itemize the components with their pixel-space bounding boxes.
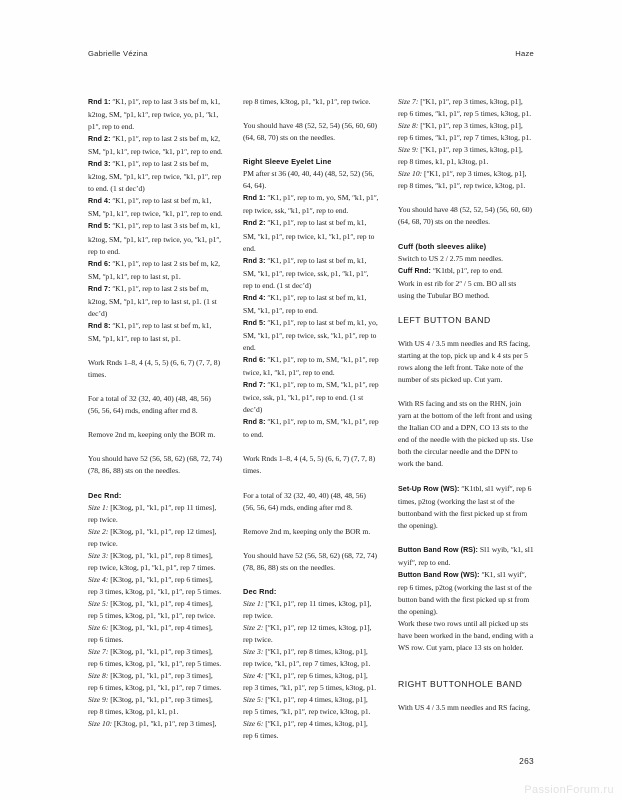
rnd-label: Rnd 7:	[243, 382, 266, 390]
size-block	[243, 598, 379, 622]
rnd-label: Rnd 5:	[88, 223, 111, 231]
paragraph-stitch-count: You should have 52 (56, 58, 62) (68, 72, 74) (78, 86, 88) sts on the needles.	[88, 454, 223, 476]
paragraph-total-rnds: For a total of 32 (32, 40, 40) (48, 48, 56) (56, 56, 64) rnds, ending after rnd 8.	[243, 490, 366, 512]
rnd-block	[88, 283, 224, 320]
rnd-label: Rnd 5:	[243, 319, 266, 327]
size-text: [K3tog, p1, ʺk1, p1ʺ, rep 11 times], rep twice.	[88, 502, 217, 524]
paragraph-continued: rep 8 times, k3tog, p1, ʺk1, p1ʺ, rep twice.	[243, 97, 371, 106]
paragraph-stitch-count: You should have 48 (52, 52, 54) (56, 60, 60) (64, 68, 70) sts on the needles.	[243, 121, 378, 143]
size-block	[243, 622, 379, 646]
size-label: Size 5:	[88, 598, 109, 608]
rnd-block	[88, 258, 224, 283]
header-pattern-title: Haze	[515, 49, 534, 58]
rnd-text: ʺK1, p1ʺ, rep to last st bef m, k1, SM, ʺp1, k1ʺ, rep twice, ʺk1, p1ʺ, rep to end.	[88, 196, 223, 219]
paragraph-work-rnds: Work Rnds 1–8, 4 (4, 5, 5) (6, 6, 7) (7, 7, 8) times.	[88, 357, 221, 380]
size-text: [ʺK1, p1ʺ, rep 4 times, k3tog, p1], rep 5 times, ʺk1, p1ʺ, rep twice, k3tog, p1.	[243, 695, 371, 717]
cuff-heading: Cuff (both sleeves alike)	[398, 241, 487, 251]
setup-row-block	[398, 483, 534, 532]
rnd-block	[88, 220, 224, 257]
size-label: Size 3:	[88, 550, 109, 560]
size-block	[243, 670, 379, 694]
paragraph-left-band-co: With RS facing and sts on the RHN, join yarn at the bottom of the left front and using the Italian CO and a DPN, CO 13 sts to the end of the needle with the picked up sts. Use both the circular needle and the DPN to work the band.	[398, 399, 533, 469]
rnd-label: Rnd 3:	[243, 257, 266, 265]
rnd-block	[243, 416, 379, 441]
rnd-label: Rnd 4:	[88, 198, 111, 206]
band-row-rs-text: Sl1 wyib, ʺk1, sl1 wyifʺ, rep to end.	[398, 544, 534, 567]
paragraph-cuff-work: Work in est rib for 2ʺ / 5 cm. BO all sts using the Tubular BO method.	[398, 278, 517, 300]
rnd-text: ʺK1, p1ʺ, rep to m, SM, ʺk1, p1ʺ, rep twice, k1, ʺk1, p1ʺ, rep to end.	[243, 354, 379, 378]
rnd-label: Rnd 4:	[243, 294, 266, 302]
rnd-label: Rnd 1:	[243, 195, 266, 203]
rnd-text: ʺK1, p1ʺ, rep to last 3 sts bef m, k1, k2tog, SM, ʺp1, k1ʺ, rep twice, yo, p1, ʺk1, p1ʺ, rep to end.	[88, 97, 221, 132]
column-right	[398, 96, 534, 736]
cuff-rnd-block	[398, 265, 534, 278]
rnd-block	[243, 255, 379, 292]
band-row-rs-label: Button Band Row (RS):	[398, 546, 478, 554]
paragraph-remove-marker: Remove 2nd m, keeping only the BOR m.	[88, 430, 216, 440]
rnd-block	[243, 217, 379, 254]
rnd-text: ʺK1, p1ʺ, rep to last st bef m, k1, yo, SM, ʺk1, p1ʺ, rep twice, ssk, ʺk1, p1ʺ, rep to end.	[243, 317, 378, 352]
rnd-label: Rnd 8:	[88, 322, 111, 330]
band-row-ws-text: ʺK1, sl1 wyifʺ, rep 6 times, p2tog (working the last st of the button band with the first picked up st from the opening).	[398, 569, 532, 616]
rnd-text: ʺK1, p1ʺ, rep to last 2 sts bef m, k2tog, SM, ʺp1, k1ʺ, rep twice, ʺk1, p1ʺ, rep to end. (1 st dec’d)	[88, 159, 222, 194]
rnd-block	[88, 133, 224, 158]
size-text: [ʺK1, p1ʺ, rep 3 times, k3tog, p1], rep 6 times, ʺk1, p1ʺ, rep 7 times, k3tog, p1.	[398, 121, 532, 143]
size-block	[88, 694, 224, 718]
rnd-block	[88, 158, 224, 195]
size-text: [K3tog, p1, ʺk1, p1ʺ, rep 3 times], rep 8 times, k3tog, p1, k1, p1.	[88, 695, 213, 717]
size-block	[88, 622, 224, 646]
rnd-label: Rnd 2:	[243, 220, 266, 228]
size-text: [K3tog, p1, ʺk1, p1ʺ, rep 6 times], rep 3 times, k3tog, p1, ʺk1, p1ʺ, rep 5 times.	[88, 574, 222, 596]
rnd-block	[88, 195, 224, 220]
left-button-band-heading: LEFT BUTTON BAND	[398, 314, 491, 325]
size-label: Size 2:	[243, 623, 264, 633]
rnd-label: Rnd 2:	[88, 136, 111, 144]
paragraph-stitch-count: You should have 52 (56, 58, 62) (68, 72, 74) (78, 86, 88) sts on the needles.	[243, 550, 378, 572]
paragraph-total-rnds: For a total of 32 (32, 40, 40) (48, 48, 56) (56, 56, 64) rnds, ending after rnd 8.	[88, 394, 211, 416]
size-label: Size 1:	[88, 502, 109, 512]
paragraph-cuff-switch: Switch to US 2 / 2.75 mm needles.	[398, 253, 504, 263]
rnd-block	[243, 192, 379, 217]
size-label: Size 1:	[243, 598, 264, 608]
size-text: [ʺK1, p1ʺ, rep 4 times, k3tog, p1], rep 6 times.	[243, 719, 368, 741]
size-text: [K3tog, p1, ʺk1, p1ʺ, rep 3 times], rep 6 times, k3tog, p1, ʺk1, p1ʺ, rep 7 times.	[88, 671, 222, 693]
size-text: [ʺK1, p1ʺ, rep 3 times, k3tog, p1], rep 8 times, k1, p1, k3tog, p1.	[398, 145, 523, 167]
size-text: [K3tog, p1, ʺk1, p1ʺ, rep 3 times],	[112, 719, 217, 729]
rnd-text: ʺK1, p1ʺ, rep to last st bef m, k1, SM, ʺk1, p1ʺ, rep twice, k1, ʺk1, p1ʺ, rep to end.	[243, 218, 375, 253]
rnd-label: Rnd 6:	[88, 260, 111, 268]
band-row-ws-block	[398, 569, 534, 618]
rnd-block	[88, 96, 224, 133]
size-block	[88, 670, 224, 694]
size-block	[88, 718, 224, 730]
size-block	[398, 120, 534, 144]
size-block	[88, 502, 224, 526]
size-block	[88, 574, 224, 598]
cuff-rnd-text: ʺK1tbl, p1ʺ, rep to end.	[431, 265, 503, 275]
size-block	[243, 646, 379, 670]
size-label: Size 6:	[243, 719, 264, 729]
rnd-label: Rnd 8:	[243, 419, 266, 427]
size-text: [ʺK1, p1ʺ, rep 8 times, k3tog, p1], rep twice, ʺk1, p1ʺ, rep 7 times, k3tog, p1.	[243, 647, 371, 669]
size-label: Size 2:	[88, 526, 109, 536]
rnd-block	[243, 317, 379, 354]
rnd-label: Rnd 3:	[88, 161, 111, 169]
paragraph-stitch-count: You should have 48 (52, 52, 54) (56, 60, 60) (64, 68, 70) sts on the needles.	[398, 205, 533, 227]
size-block	[398, 168, 534, 192]
size-text: [ʺK1, p1ʺ, rep 3 times, k3tog, p1], rep 8 times, ʺk1, p1ʺ, rep twice, k3tog, p1.	[398, 169, 527, 191]
paragraph-right-band-start: With US 4 / 3.5 mm needles and RS facing,	[398, 703, 530, 713]
size-label: Size 7:	[398, 97, 419, 106]
rnd-label: Rnd 6:	[243, 356, 266, 364]
rnd-text: ʺK1, p1ʺ, rep to last 3 sts bef m, k1, k2tog, SM, ʺp1, k1ʺ, rep twice, yo, ʺk1, p1ʺ, rep to end.	[88, 221, 222, 256]
band-row-rs-block	[398, 544, 534, 569]
size-label: Size 4:	[88, 574, 109, 584]
dec-rnd-heading: Dec Rnd:	[243, 586, 277, 596]
header-author: Gabrielle Vézina	[88, 49, 148, 58]
size-label: Size 9:	[88, 695, 109, 705]
size-block	[88, 598, 224, 622]
rnd-text: ʺK1, p1ʺ, rep to m, SM, ʺk1, p1ʺ, rep twice, ssk, p1, ʺk1, p1ʺ, rep to end. (1 st dec’d)	[243, 380, 379, 415]
rnd-block	[243, 354, 379, 379]
setup-row-text: ʺK1tbl, sl1 wyifʺ, rep 6 times, p2tog (working the last st of the buttonband with the first picked up st from the opening).	[398, 483, 532, 530]
rnd-label: Rnd 1:	[88, 99, 111, 106]
band-row-ws-label: Button Band Row (WS):	[398, 571, 480, 579]
rnd-label: Rnd 7:	[88, 285, 111, 293]
size-text: [ʺK1, p1ʺ, rep 6 times, k3tog, p1], rep 3 times, ʺk1, p1ʺ, rep 5 times, k3tog, p1.	[243, 671, 377, 693]
rnd-text: ʺK1, p1ʺ, rep to m, yo, SM, ʺk1, p1ʺ, rep twice, ssk, ʺk1, p1ʺ, rep to end.	[243, 193, 379, 216]
rnd-block	[243, 379, 379, 416]
size-text: [K3tog, p1, ʺk1, p1ʺ, rep 12 times], rep twice.	[88, 526, 217, 548]
size-text: [K3tog, p1, ʺk1, p1ʺ, rep 4 times], rep 5 times, k3tog, p1, ʺk1, p1ʺ, rep twice.	[88, 598, 216, 620]
rnd-text: ʺK1, p1ʺ, rep to last st bef m, k1, SM, ʺp1, k1ʺ, rep to last st, p1.	[88, 320, 212, 343]
dec-rnd-heading: Dec Rnd:	[88, 490, 122, 500]
size-label: Size 4:	[243, 671, 264, 681]
size-block	[243, 694, 379, 718]
size-text: [K3tog, p1, ʺk1, p1ʺ, rep 8 times], rep twice, k3tog, p1, ʺk1, p1ʺ, rep 7 times.	[88, 550, 216, 572]
rnd-block	[88, 320, 224, 345]
paragraph-place-marker: PM after st 36 (40, 40, 44) (48, 52, 52) (56, 64, 64).	[243, 169, 375, 191]
size-text: [ʺK1, p1ʺ, rep 11 times, k3tog, p1], rep twice.	[243, 598, 372, 620]
size-label: Size 8:	[398, 121, 419, 131]
paragraph-work-rnds: Work Rnds 1–8, 4 (4, 5, 5) (6, 6, 7) (7, 7, 8) times.	[243, 454, 376, 476]
right-buttonhole-band-heading: RIGHT BUTTONHOLE BAND	[398, 679, 523, 690]
size-label: Size 6:	[88, 623, 109, 633]
size-block	[243, 718, 379, 742]
size-label: Size 7:	[88, 647, 109, 657]
paragraph-left-band-pickup: With US 4 / 3.5 mm needles and RS facing, starting at the top, pick up and k 4 sts per 5 rows along the left front. Take note of the number of sts picked up. Cut yarn.	[398, 338, 530, 385]
size-text: [K3tog, p1, ʺk1, p1ʺ, rep 3 times], rep 6 times, k3tog, p1, ʺk1, p1ʺ, rep 5 times.	[88, 647, 222, 669]
size-label: Size 10:	[88, 719, 113, 729]
rnd-text: ʺK1, p1ʺ, rep to last st bef m, k1, SM, ʺk1, p1ʺ, rep to end.	[243, 292, 367, 315]
size-label: Size 3:	[243, 647, 264, 657]
rnd-text: ʺK1, p1ʺ, rep to m, SM, ʺk1, p1ʺ, rep to end.	[243, 417, 379, 440]
site-watermark: PassionForum.ru	[524, 784, 614, 796]
size-block	[88, 550, 224, 574]
size-label: Size 9:	[398, 145, 419, 155]
size-label: Size 10:	[398, 169, 423, 179]
column-middle	[243, 96, 379, 741]
rnd-text: ʺK1, p1ʺ, rep to last 2 sts bef m, k2tog, SM, ʺp1, k1ʺ, rep to last st, p1. (1 st dec’d)	[88, 283, 217, 318]
size-label: Size 8:	[88, 671, 109, 681]
size-block	[398, 96, 534, 120]
paragraph-remove-marker: Remove 2nd m, keeping only the BOR m.	[243, 526, 371, 536]
size-text: [ʺK1, p1ʺ, rep 12 times, k3tog, p1], rep twice.	[243, 623, 372, 645]
rnd-block	[243, 292, 379, 317]
body-columns	[88, 96, 534, 741]
setup-row-label: Set-Up Row (WS):	[398, 485, 460, 493]
paragraph-band-work: Work these two rows until all picked up sts have been worked in the band, ending with a WS row. Cut yarn, place 13 sts on holder.	[398, 619, 534, 653]
size-block	[88, 526, 224, 550]
size-text: [ʺK1, p1ʺ, rep 3 times, k3tog, p1], rep 6 times, ʺk1, p1ʺ, rep 5 times, k3tog, p1.	[398, 97, 532, 119]
size-label: Size 5:	[243, 695, 264, 705]
cuff-rnd-label: Cuff Rnd:	[398, 267, 431, 275]
size-block	[398, 144, 534, 168]
right-sleeve-eyelet-heading: Right Sleeve Eyelet Line	[243, 157, 332, 167]
page-number: 263	[519, 756, 534, 766]
size-text: [K3tog, p1, ʺk1, p1ʺ, rep 4 times], rep 6 times.	[88, 623, 213, 645]
rnd-text: ʺK1, p1ʺ, rep to last st bef m, k1, SM, ʺk1, p1ʺ, rep twice, ssk, p1, ʺk1, p1ʺ, rep to end. (1 st dec’d)	[243, 255, 369, 290]
size-block	[88, 646, 224, 670]
rnd-text: ʺK1, p1ʺ, rep to last 2 sts bef m, k2, SM, ʺp1, k1ʺ, rep twice, ʺk1, p1ʺ, rep to end.	[88, 134, 223, 157]
rnd-text: ʺK1, p1ʺ, rep to last 2 sts bef m, k2, SM, ʺp1, k1ʺ, rep to last st, p1.	[88, 258, 221, 281]
column-left	[88, 96, 224, 736]
running-header	[88, 49, 534, 63]
